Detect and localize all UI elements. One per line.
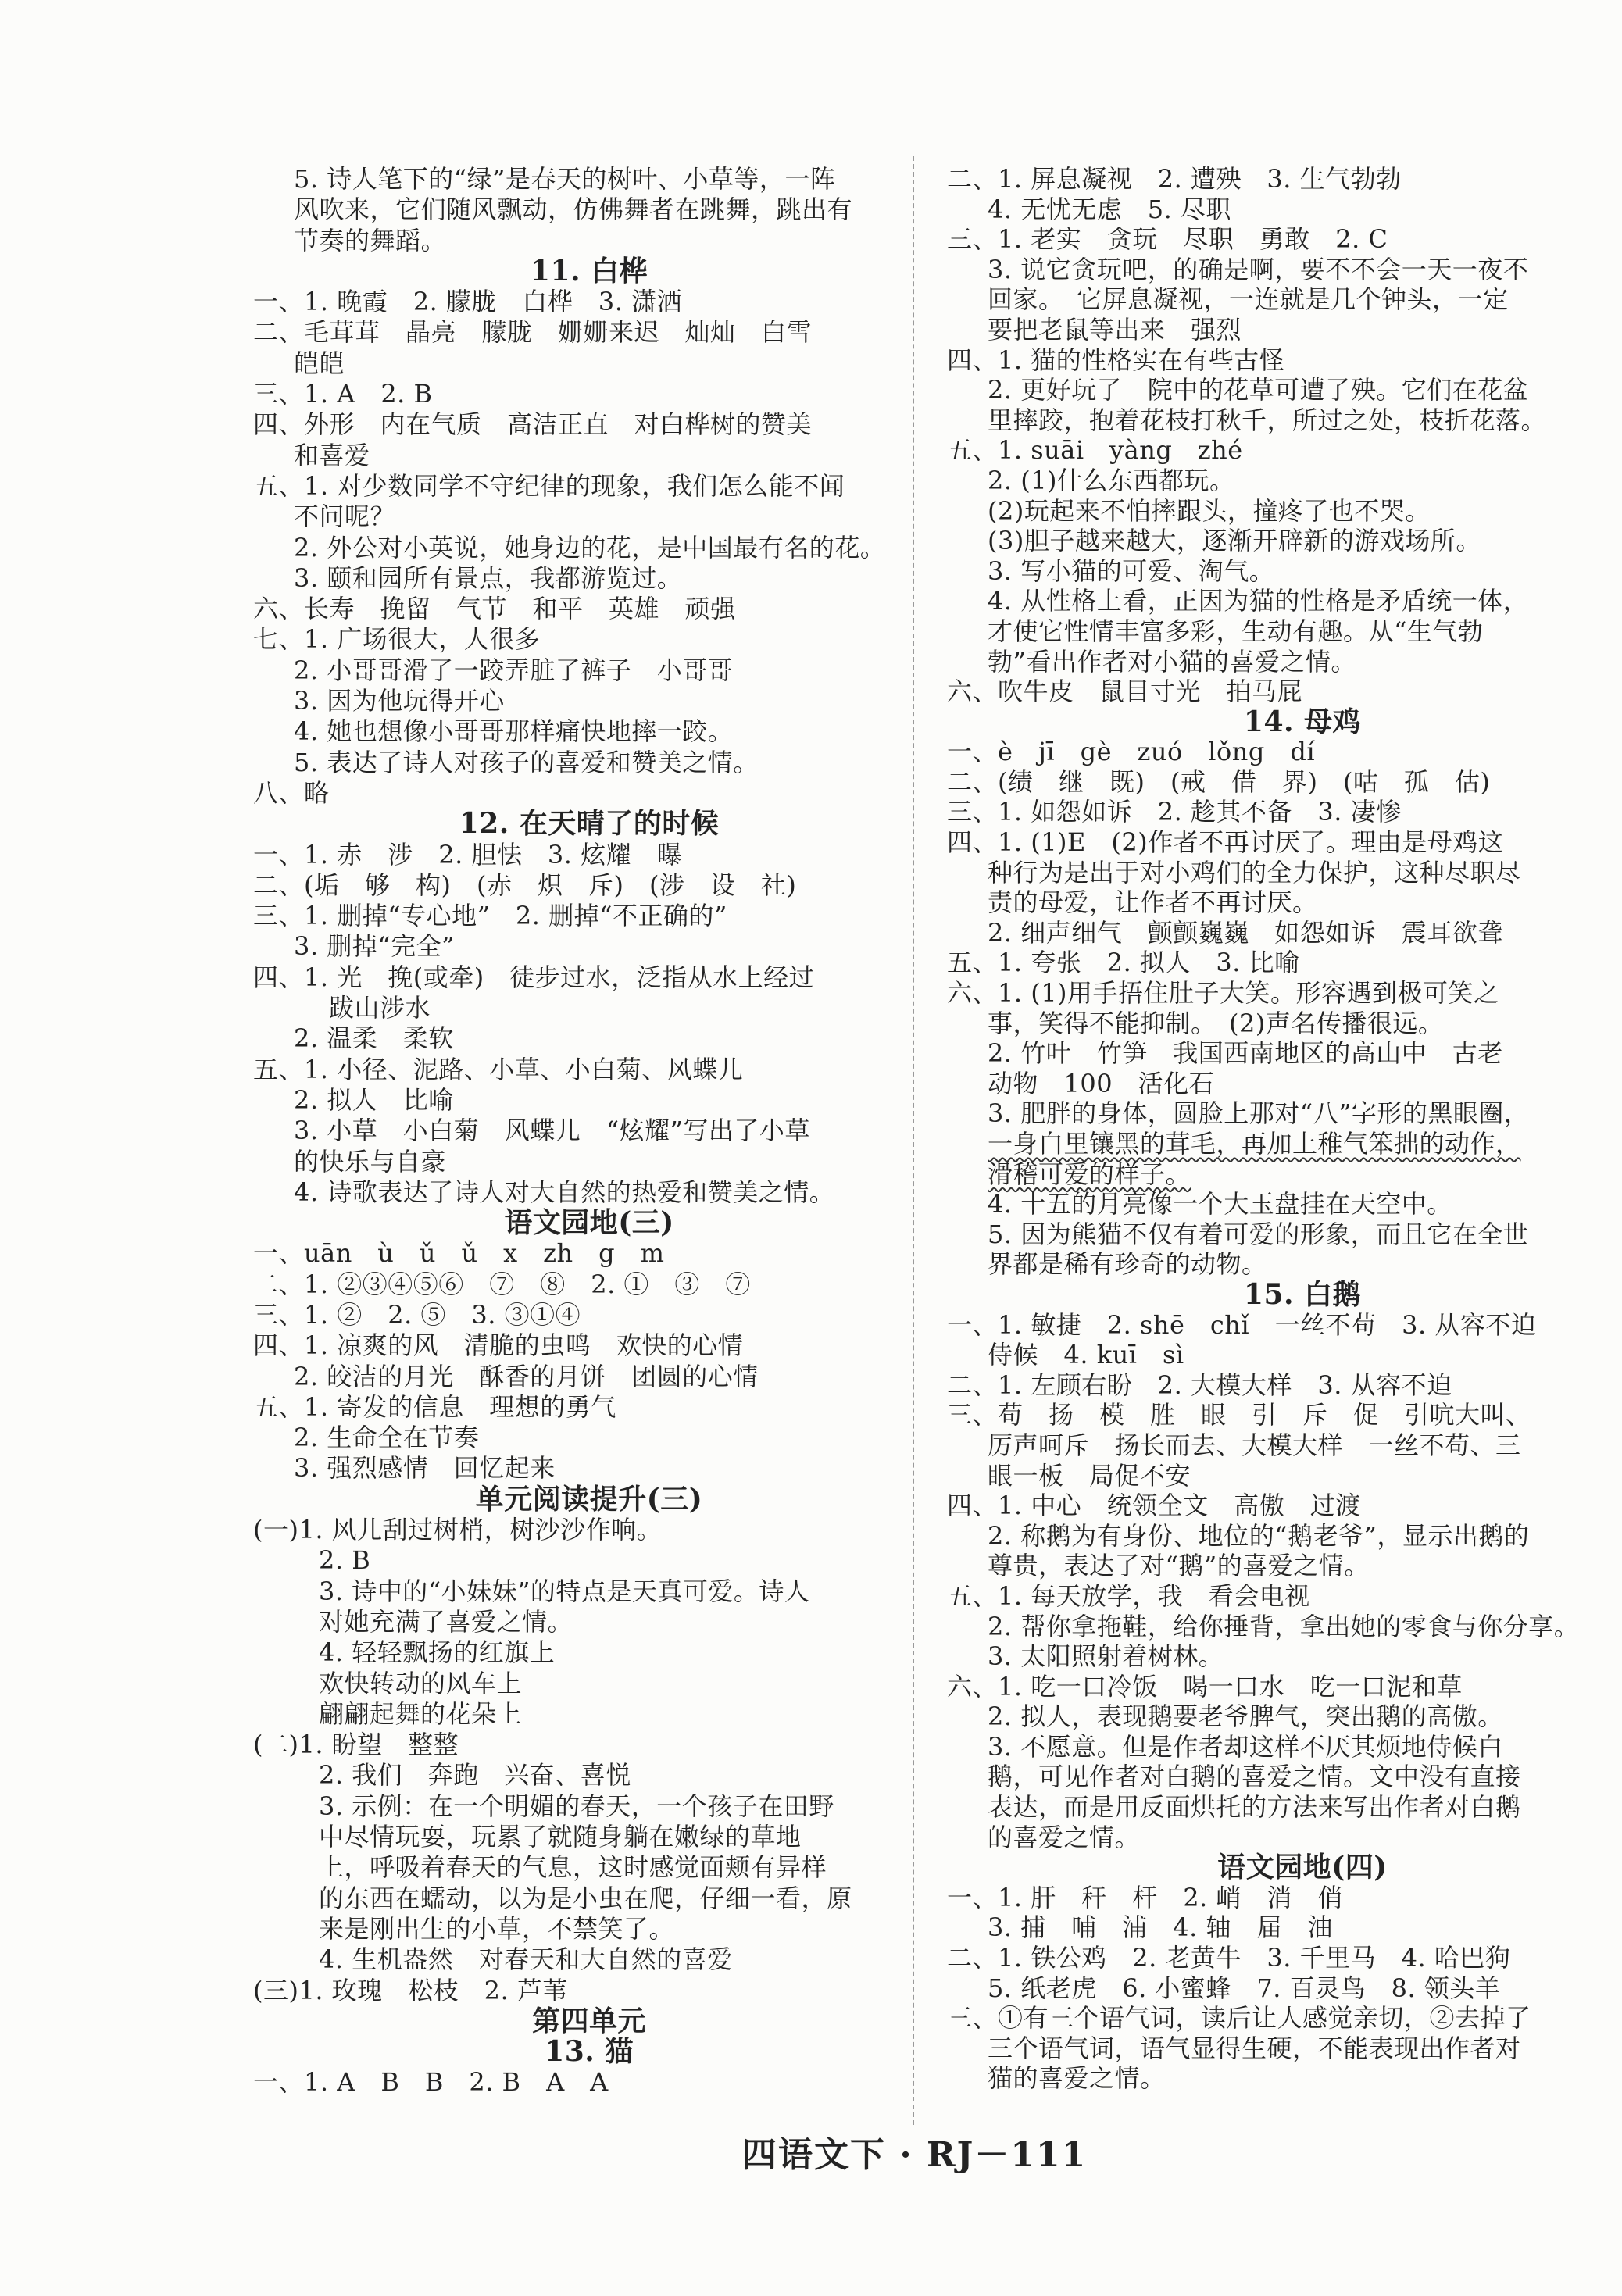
section-heading-text: 12. 在天晴了的时候 (459, 807, 720, 841)
answer-text: 二、毛茸茸 晶亮 朦胧 姗姗来迟 灿灿 白雪 (253, 317, 813, 348)
answer-line (253, 1269, 878, 1300)
answer-line (947, 2003, 1611, 2034)
page-footer-label: 四语文下 · RJ－111 (742, 2135, 1088, 2175)
answer-line (947, 2034, 1611, 2064)
answer-line (253, 993, 878, 1023)
answer-text: 三、1. 如怨如诉 2. 趁其不备 3. 凄惨 (947, 797, 1402, 827)
answer-line (947, 496, 1611, 527)
answer-text: 2. 拟人，表现鹅要老爷脾气，突出鹅的高傲。 (988, 1701, 1503, 1732)
section-heading-text: 单元阅读提升(三) (475, 1482, 703, 1516)
answer-line (947, 1823, 1611, 1853)
answer-text: 上，呼吸着春天的气息，这时感觉面颊有异样 (319, 1852, 827, 1883)
answer-line (947, 164, 1611, 195)
answer-text: 4. 无忧无虑 5. 尽职 (988, 194, 1231, 224)
section-heading (253, 256, 878, 287)
answer-line (947, 1491, 1611, 1521)
answer-text: 3. 诗中的“小妹妹”的特点是天真可爱。诗人 (319, 1576, 810, 1606)
answer-line (253, 287, 878, 317)
answer-line (253, 686, 878, 716)
answer-text: 3. 颐和园所有景点，我都游览过。 (294, 562, 683, 593)
answer-text: 3. 捕 哺 浦 4. 轴 届 油 (988, 1912, 1333, 1943)
answer-line (947, 1400, 1611, 1430)
answer-line (253, 379, 878, 409)
section-heading-text: 15. 白鹅 (1243, 1277, 1362, 1311)
answer-line (253, 594, 878, 624)
section-heading-text: 13. 猫 (545, 2035, 634, 2069)
answer-line (253, 1699, 878, 1730)
answer-text: 二、1. 左顾右盼 2. 大模大样 3. 从容不迫 (947, 1369, 1452, 1400)
answer-line (947, 887, 1611, 918)
answer-text: 五、1. 对少数同学不守纪律的现象，我们怎么能不闻 (253, 470, 845, 501)
answer-line (253, 348, 878, 379)
answer-text: 四、1. 凉爽的风 清脆的虫鸣 欢快的心情 (253, 1330, 744, 1361)
answer-line (947, 315, 1611, 345)
answer-text: 风吹来，它们随风飘动，仿佛舞者在跳舞，跳出有 (294, 195, 853, 225)
answer-text: 三、1. ② 2. ⑤ 3. ③①④ (253, 1299, 581, 1330)
answer-line (947, 1792, 1611, 1823)
answer-line (253, 1423, 878, 1453)
answer-line (947, 466, 1611, 496)
answer-text: 4. 从性格上看，正因为猫的性格是矛盾统一体， (988, 586, 1529, 616)
answer-text: 一、1. A B B 2. B A A (253, 2067, 609, 2098)
answer-text: 一身白里镶黑的茸毛，再加上稚气笨拙的动作， (988, 1129, 1521, 1159)
answer-line (253, 1760, 878, 1791)
answer-line (947, 1701, 1611, 1732)
answer-text: 5. 纸老虎 6. 小蜜蜂 7. 百灵鸟 8. 领头羊 (988, 1973, 1501, 2003)
answer-line (947, 2063, 1611, 2094)
answer-text: 中尽情玩耍，玩累了就随身躺在嫩绿的草地 (319, 1822, 802, 1852)
answer-text: 三个语气词，语气显得生硬，不能表现出作者对 (988, 2033, 1521, 2063)
answer-text: 2. 我们 奔跑 兴奋、喜悦 (319, 1760, 631, 1791)
answer-text: 对她充满了喜爱之情。 (319, 1606, 573, 1637)
answer-line (253, 1852, 878, 1883)
answer-line (253, 1822, 878, 1852)
answer-text: 鹅，可见作者对白鹅的喜爱之情。文中没有直接 (988, 1762, 1521, 1792)
answer-line (947, 1340, 1611, 1370)
answer-text: 勃”看出作者对小猫的喜爱之情。 (988, 646, 1356, 677)
answer-line (253, 1330, 878, 1361)
answer-line (253, 1669, 878, 1699)
section-heading-text: 14. 母鸡 (1243, 705, 1362, 738)
answer-line (253, 1637, 878, 1668)
answer-text: 3. 太阳照射着树林。 (988, 1641, 1224, 1672)
answer-text: 2. 外公对小英说，她身边的花，是中国最有名的花。 (294, 532, 886, 562)
answer-text: 猫的喜爱之情。 (988, 2063, 1166, 2094)
answer-text: 八、略 (253, 777, 330, 808)
answer-line (253, 1453, 878, 1484)
section-heading-text: 语文园地(三) (504, 1206, 674, 1240)
answer-text: 六、长寿 挽留 气节 和平 英雄 顽强 (253, 594, 736, 624)
answer-line (253, 1791, 878, 1822)
answer-text: 四、1. 光 挽(或牵) 徒步过水，泛指从水上经过 (253, 962, 815, 992)
answer-text: 四、外形 内在气质 高洁正直 对白桦树的赞美 (253, 409, 813, 440)
answer-text: 一、1. 肝 秆 杆 2. 峭 消 俏 (947, 1882, 1343, 1912)
answer-line (947, 1461, 1611, 1491)
answer-text: 三、1. A 2. B (253, 379, 433, 409)
answer-text: 2. (1)什么东西都玩。 (988, 465, 1235, 495)
answer-text: (三)1. 玫瑰 松枝 2. 芦苇 (253, 1975, 568, 2005)
answer-line (253, 1944, 878, 1975)
answer-line (253, 195, 878, 225)
answer-line (253, 1545, 878, 1576)
section-heading-text: 11. 白桦 (530, 254, 648, 287)
answer-line (947, 1581, 1611, 1612)
answer-line (947, 586, 1611, 616)
answer-line (947, 1159, 1611, 1190)
answer-text: 3. 写小猫的可爱、淘气。 (988, 555, 1275, 586)
answer-line (253, 931, 878, 962)
answer-line (947, 737, 1611, 767)
answer-text: 眼一板 局促不安 (988, 1460, 1191, 1491)
answer-text: 皑皑 (294, 348, 345, 378)
answer-text: 要把老鼠等出来 强烈 (988, 314, 1242, 345)
answer-text: 3. 肥胖的身体，圆脸上那对“八”字形的黑眼圈， (988, 1098, 1530, 1129)
answer-line (253, 748, 878, 778)
answer-text: 尊贵，表达了对“鹅”的喜爱之情。 (988, 1551, 1370, 1581)
answer-line (253, 1177, 878, 1208)
answer-line (253, 409, 878, 440)
answer-line (947, 1038, 1611, 1069)
answer-text: 三、1. 删掉“专心地” 2. 删掉“不正确的” (253, 901, 727, 931)
answer-text: 六、1. (1)用手捂住肚子大笑。形容遇到极可笑之 (947, 978, 1499, 1009)
answer-text: 2. 皎洁的月光 酥香的月饼 团圆的心情 (294, 1361, 759, 1391)
answer-text: 才使它性情丰富多彩，生动有趣。从“生气勃 (988, 616, 1484, 646)
answer-line (253, 870, 878, 901)
section-heading (253, 1208, 878, 1238)
answer-text: 五、1. 夸张 2. 拟人 3. 比喻 (947, 948, 1300, 978)
answer-line (253, 778, 878, 809)
section-heading-text: 第四单元 (531, 2004, 646, 2037)
section-heading (947, 1277, 1611, 1311)
answer-text: 三、1. 老实 贪玩 尽职 勇敢 2. C (947, 224, 1388, 255)
answer-text: 五、1. suāi yàng zhé (947, 435, 1243, 466)
answer-line (947, 858, 1611, 888)
answer-line (947, 556, 1611, 587)
answer-line (253, 1085, 878, 1116)
answer-line (253, 441, 878, 471)
answer-line (253, 2067, 878, 2098)
answer-text: 的喜爱之情。 (988, 1822, 1141, 1852)
answer-text: 2. 称鹅为有身份、地位的“鹅老爷”，显示出鹅的 (988, 1520, 1530, 1551)
answer-line (947, 1189, 1611, 1219)
answer-line (947, 767, 1611, 798)
answer-text: 2. 帮你拿拖鞋，给你捶背，拿出她的零食与你分享。 (988, 1611, 1580, 1641)
answer-line (947, 1370, 1611, 1401)
answer-line (947, 616, 1611, 647)
answer-line (947, 1219, 1611, 1250)
answer-line (253, 901, 878, 931)
section-heading (253, 1484, 878, 1515)
answer-text: 2. 更好玩了 院中的花草可遭了殃。它们在花盆 (988, 375, 1529, 405)
answer-line (947, 948, 1611, 978)
answer-line (947, 375, 1611, 405)
answer-text: 五、1. 小径、泥路、小草、小白菊、风蝶儿 (253, 1054, 744, 1084)
answer-text: 一、è jī gè zuó lǒng dí (947, 737, 1316, 767)
answer-text: 厉声呵斥 扬长而去、大模大样 一丝不苟、三 (988, 1430, 1521, 1460)
answer-line (947, 1249, 1611, 1280)
answer-line (253, 502, 878, 532)
answer-text: 4. 诗歌表达了诗人对大自然的热爱和赞美之情。 (294, 1177, 835, 1207)
answer-text: 3. 说它贪玩吧，的确是啊，要不不会一天一夜不 (988, 254, 1529, 284)
answer-text: 责的母爱，让作者不再讨厌。 (988, 887, 1318, 918)
answer-line (947, 1672, 1611, 1702)
answer-line (253, 164, 878, 195)
answer-line (253, 563, 878, 594)
answer-line (253, 716, 878, 747)
answer-text: 二、(垢 够 构) (赤 炽 斥) (涉 设 社) (253, 869, 797, 900)
answer-text: 和喜爱 (294, 440, 370, 470)
answer-line (947, 1310, 1611, 1341)
answer-text: 一、1. 赤 涉 2. 胆怯 3. 炫耀 曝 (253, 839, 683, 869)
answer-line (947, 1129, 1611, 1159)
answer-text: 二、(绩 继 既) (戒 借 界) (咕 孤 估) (947, 766, 1491, 797)
section-heading (947, 707, 1611, 737)
answer-line (947, 1732, 1611, 1762)
answer-text: 5. 因为熊猫不仅有着可爱的形象，而且它在全世 (988, 1219, 1529, 1249)
answer-line (253, 1147, 878, 1177)
answer-line (253, 1914, 878, 1944)
answer-line (253, 471, 878, 502)
answer-text: 4. 轻轻飘扬的红旗上 (319, 1637, 556, 1668)
answer-line (253, 962, 878, 993)
answer-line (253, 655, 878, 686)
answer-text: 种行为是出于对小鸡们的全力保护，这种尽职尽 (988, 857, 1521, 887)
answer-text: 表达，而是用反面烘托的方法来写出作者对白鹅 (988, 1792, 1521, 1823)
section-heading (947, 1852, 1611, 1883)
answer-line (947, 1762, 1611, 1792)
answer-text: 的快乐与自豪 (294, 1146, 447, 1177)
answer-line (253, 226, 878, 256)
answer-line (947, 405, 1611, 436)
answer-line (947, 1551, 1611, 1581)
answer-text: 2. 竹叶 竹笋 我国西南地区的高山中 古老 (988, 1038, 1503, 1069)
answer-line (947, 1612, 1611, 1642)
answer-line (947, 1009, 1611, 1039)
answer-text: 节奏的舞蹈。 (294, 225, 447, 255)
answer-text: 动物 100 活化石 (988, 1068, 1215, 1098)
answer-text: 不问呢？ (294, 502, 396, 532)
answer-line (253, 1515, 878, 1545)
answer-text: 六、1. 吃一口冷饭 喝一口水 吃一口泥和草 (947, 1671, 1463, 1701)
answer-line (253, 840, 878, 870)
answer-text: 来是刚出生的小草，不禁笑了。 (319, 1913, 675, 1944)
answer-text: 3. 不愿意。但是作者却这样不厌其烦地侍候白 (988, 1731, 1503, 1762)
answer-text: 2. 拟人 比喻 (294, 1084, 454, 1115)
answer-text: 3. 因为他玩得开心 (294, 686, 505, 716)
answer-text: 跋山涉水 (329, 993, 431, 1023)
answer-line (947, 224, 1611, 255)
answer-line (947, 978, 1611, 1009)
answer-text: 三、苟 扬 模 胜 眼 引 斥 促 引吭大叫、 (947, 1400, 1531, 1430)
answer-line (253, 1116, 878, 1146)
answer-line (253, 624, 878, 655)
answer-line (947, 1943, 1611, 1973)
answer-text: 滑稽可爱的样子。 (988, 1159, 1191, 1189)
answer-line (947, 1912, 1611, 1943)
answer-text: 3. 示例：在一个明媚的春天，一个孩子在田野 (319, 1791, 834, 1821)
answer-line (947, 1521, 1611, 1551)
answer-text: 5. 诗人笔下的“绿”是春天的树叶、小草等，一阵 (294, 164, 836, 194)
answer-line (253, 1238, 878, 1269)
answer-text: 五、1. 寄发的信息 理想的勇气 (253, 1391, 616, 1422)
answer-text: 六、吹牛皮 鼠目寸光 拍马屁 (947, 677, 1303, 707)
answer-text: 3. 小草 小白菊 风蝶儿 “炫耀”写出了小草 (294, 1116, 810, 1146)
answer-line (253, 532, 886, 563)
answer-line (253, 1576, 878, 1607)
answer-text: (3)胆子越来越大，逐渐开辟新的游戏场所。 (988, 526, 1481, 556)
answer-text: (一)1. 风儿刮过树梢，树沙沙作响。 (253, 1515, 663, 1545)
answer-line (947, 345, 1611, 376)
answer-line (947, 1973, 1611, 2004)
answer-text: 里摔跤，抱着花枝打秋千，所过之处，枝折花落。 (988, 405, 1547, 435)
answer-text: 的东西在蠕动，以为是小虫在爬，仔细一看，原 (319, 1883, 852, 1913)
answer-line (253, 1023, 878, 1054)
answer-line (947, 255, 1611, 285)
answer-text: 5. 表达了诗人对孩子的喜爱和赞美之情。 (294, 747, 759, 777)
answer-text: 五、1. 每天放学，我 看会电视 (947, 1580, 1310, 1611)
answer-line (947, 1098, 1611, 1129)
answer-text: 三、①有三个语气词，读后让人感觉亲切，②去掉了 (947, 2003, 1531, 2034)
answer-text: 2. 生命全在节奏 (294, 1423, 480, 1453)
answer-text: 二、1. 屏息凝视 2. 遭殃 3. 生气勃勃 (947, 164, 1402, 194)
answer-text: 翩翩起舞的花朵上 (319, 1698, 523, 1729)
answer-text: 4. 她也想像小哥哥那样痛快地摔一跤。 (294, 716, 734, 747)
answer-text: (2)玩起来不怕摔跟头，撞疼了也不哭。 (988, 495, 1431, 526)
answer-text: 3. 删掉“完全” (294, 931, 455, 962)
answer-text: 回家。 它屏息凝视，一连就是几个钟头，一定 (988, 284, 1509, 315)
answer-text: 一、1. 晚霞 2. 朦胧 白桦 3. 潇洒 (253, 287, 683, 317)
answer-line (947, 677, 1611, 707)
section-heading-text: 语文园地(四) (1217, 1851, 1388, 1884)
answer-text: 侍候 4. kuī sì (988, 1340, 1184, 1370)
answer-text: 二、1. 铁公鸡 2. 老黄牛 3. 千里马 4. 哈巴狗 (947, 1943, 1511, 1973)
answer-line (253, 1730, 878, 1760)
answer-text: 2. B (319, 1545, 371, 1576)
answer-text: 二、1. ②③④⑤⑥ ⑦ ⑧ 2. ① ③ ⑦ (253, 1269, 751, 1299)
section-heading (253, 2037, 878, 2067)
answer-text: 七、1. 广场很大，人很多 (253, 624, 541, 655)
answer-text: 4. 十五的月亮像一个大玉盘挂在天空中。 (988, 1189, 1452, 1219)
answer-text: 四、1. 猫的性格实在有些古怪 (947, 345, 1285, 375)
answer-text: (二)1. 盼望 整整 (253, 1730, 459, 1760)
answer-text: 一、uān ù ǔ ǔ x zh g m (253, 1238, 665, 1269)
answer-text: 2. 小哥哥滑了一跤弄脏了裤子 小哥哥 (294, 655, 734, 685)
answer-text: 一、1. 敏捷 2. shē chǐ 一丝不苟 3. 从容不迫 (947, 1309, 1537, 1340)
answer-line (253, 1607, 878, 1637)
answer-text: 事，笑得不能抑制。 (2)声名传播很远。 (988, 1008, 1444, 1038)
answer-line (947, 195, 1611, 225)
answer-text: 欢快转动的风车上 (319, 1668, 523, 1698)
answer-line (947, 918, 1611, 948)
answer-text: 3. 强烈感情 回忆起来 (294, 1453, 556, 1484)
answer-text: 2. 细声细气 颤颤巍巍 如怨如诉 震耳欲聋 (988, 917, 1503, 948)
answer-line (253, 1300, 878, 1330)
answer-column-right (947, 164, 1611, 2094)
answer-line (947, 1430, 1611, 1461)
answer-line (947, 284, 1611, 315)
answer-text: 四、1. 中心 统领全文 高傲 过渡 (947, 1491, 1361, 1521)
answer-text: 界都是稀有珍奇的动物。 (988, 1249, 1267, 1280)
answer-line (947, 1883, 1611, 1913)
answer-line (253, 317, 878, 348)
answer-line (947, 435, 1611, 466)
answer-column-left (253, 164, 886, 2098)
answer-line (947, 827, 1611, 858)
answer-text: 四、1. (1)E (2)作者不再讨厌了。理由是母鸡这 (947, 827, 1504, 858)
answer-line (947, 1069, 1611, 1099)
answer-line (253, 1362, 878, 1392)
answer-line (253, 1055, 878, 1085)
answer-line (253, 1884, 878, 1914)
answer-text: 2. 温柔 柔软 (294, 1023, 454, 1054)
answer-line (947, 526, 1611, 556)
answer-text: 4. 生机盎然 对春天和大自然的喜爱 (319, 1944, 733, 1975)
answer-line (253, 1976, 878, 2006)
answer-line (253, 1392, 878, 1423)
column-divider (913, 156, 914, 2125)
answer-line (947, 797, 1611, 827)
section-heading (253, 809, 878, 839)
answer-line (947, 647, 1611, 677)
answer-line (947, 1641, 1611, 1672)
section-heading (253, 2006, 878, 2037)
